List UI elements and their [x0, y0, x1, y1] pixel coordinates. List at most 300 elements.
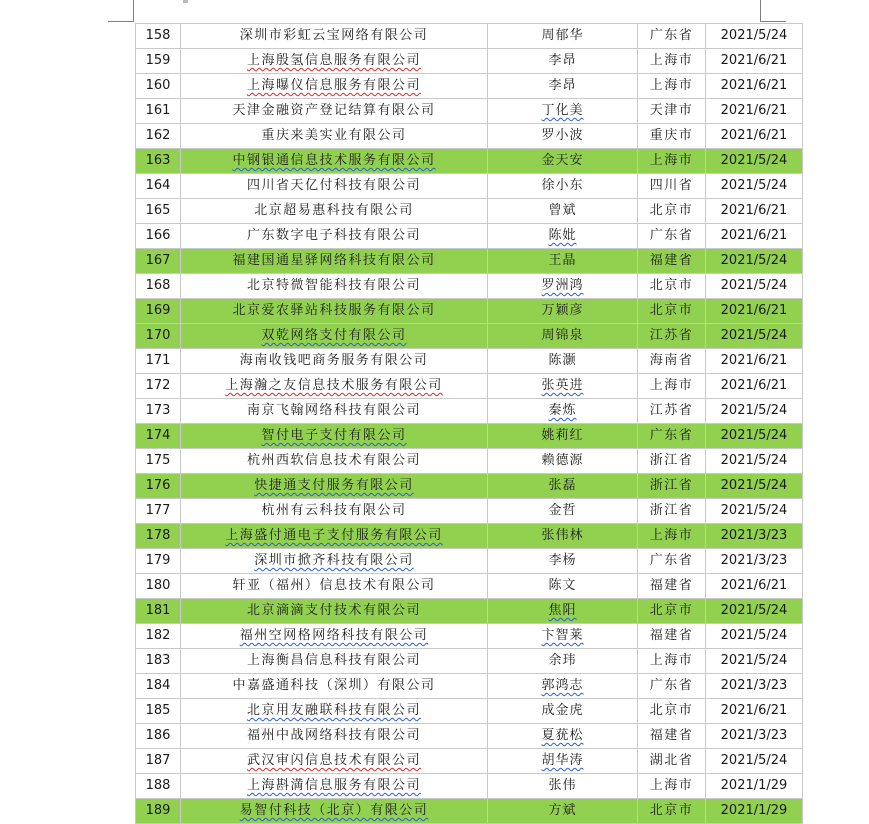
row-number-cell: [136, 749, 181, 774]
row-number-text: 175: [145, 453, 171, 468]
company-name-text: 上海瀚之友信息技术服务有限公司: [225, 378, 443, 393]
province-text: 北京市: [649, 303, 694, 318]
table-row: [136, 124, 803, 149]
province-cell: [638, 249, 706, 274]
province-cell: [638, 274, 706, 299]
contact-person-text: 李杨: [548, 553, 577, 568]
company-name-cell: [181, 699, 488, 724]
company-name-cell: [181, 524, 488, 549]
province-text: 江苏省: [649, 403, 694, 418]
province-text: 福建省: [649, 728, 694, 743]
date-text: 2021/5/24: [720, 178, 788, 193]
date-cell: [706, 549, 803, 574]
company-name-text: 杭州西软信息技术有限公司: [246, 453, 421, 468]
province-text: 江苏省: [649, 328, 694, 343]
table-row: [136, 599, 803, 624]
date-text: 2021/5/24: [720, 453, 788, 468]
contact-person-text: 金天安: [541, 153, 584, 168]
contact-person-text: 万颖彦: [541, 303, 584, 318]
row-number-text: 177: [145, 503, 171, 518]
company-name-cell: [181, 24, 488, 49]
row-number-cell: [136, 524, 181, 549]
contact-person-text: 周郁华: [541, 28, 584, 43]
row-number-text: 158: [145, 28, 171, 43]
row-number-cell: [136, 49, 181, 74]
contact-person-cell: [488, 649, 638, 674]
row-number-cell: [136, 549, 181, 574]
row-number-text: 176: [145, 478, 171, 493]
company-name-text: 四川省天亿付科技有限公司: [246, 178, 421, 193]
row-number-text: 185: [145, 703, 171, 718]
date-text: 2021/3/23: [720, 528, 788, 543]
company-name-cell: [181, 449, 488, 474]
contact-person-text: 陈灏: [548, 353, 577, 368]
company-name-text: 杭州有云科技有限公司: [261, 503, 407, 518]
crop-mark-top-right-vertical: [760, 0, 761, 22]
company-name-text: 快捷通支付服务有限公司: [254, 478, 414, 493]
table-row: [136, 99, 803, 124]
date-text: 2021/5/24: [720, 503, 788, 518]
table-row: [136, 224, 803, 249]
company-table: [135, 23, 803, 824]
province-cell: [638, 149, 706, 174]
table-row: [136, 374, 803, 399]
row-number-text: 188: [145, 778, 171, 793]
table-row: [136, 199, 803, 224]
row-number-text: 171: [145, 353, 171, 368]
contact-person-cell: [488, 524, 638, 549]
contact-person-cell: [488, 449, 638, 474]
company-name-cell: [181, 424, 488, 449]
company-name-text: 智付电子支付有限公司: [261, 428, 407, 443]
row-number-cell: [136, 774, 181, 799]
province-cell: [638, 674, 706, 699]
province-text: 北京市: [649, 803, 694, 818]
company-name-cell: [181, 199, 488, 224]
row-number-cell: [136, 274, 181, 299]
province-cell: [638, 724, 706, 749]
date-text: 2021/6/21: [720, 353, 788, 368]
company-name-cell: [181, 374, 488, 399]
contact-person-text: 成金虎: [541, 703, 584, 718]
table-row: [136, 399, 803, 424]
province-cell: [638, 374, 706, 399]
company-name-text: 福州中战网络科技有限公司: [246, 728, 421, 743]
row-number-cell: [136, 724, 181, 749]
date-text: 2021/5/24: [720, 603, 788, 618]
contact-person-cell: [488, 349, 638, 374]
date-text: 2021/5/24: [720, 253, 788, 268]
row-number-cell: [136, 599, 181, 624]
company-name-cell: [181, 574, 488, 599]
contact-person-cell: [488, 399, 638, 424]
crop-mark-top-left-horizontal: [108, 21, 134, 22]
date-text: 2021/3/23: [720, 728, 788, 743]
contact-person-text: 陈妣: [548, 228, 577, 243]
company-name-cell: [181, 124, 488, 149]
contact-person-cell: [488, 24, 638, 49]
company-table-body: [136, 24, 803, 824]
company-name-text: 上海殷氢信息服务有限公司: [246, 53, 421, 68]
province-text: 北京市: [649, 203, 694, 218]
row-number-cell: [136, 474, 181, 499]
row-number-cell: [136, 299, 181, 324]
province-text: 福建省: [649, 628, 694, 643]
company-name-text: 上海曝仪信息服务有限公司: [246, 78, 421, 93]
row-number-cell: [136, 124, 181, 149]
table-row: [136, 74, 803, 99]
row-number-text: 172: [145, 378, 171, 393]
province-cell: [638, 99, 706, 124]
crop-mark-top-right-horizontal: [760, 21, 786, 22]
contact-person-cell: [488, 74, 638, 99]
row-number-cell: [136, 249, 181, 274]
date-cell: [706, 749, 803, 774]
date-text: 2021/5/24: [720, 28, 788, 43]
contact-person-cell: [488, 549, 638, 574]
date-cell: [706, 599, 803, 624]
province-text: 福建省: [649, 253, 694, 268]
date-text: 2021/5/24: [720, 653, 788, 668]
table-row: [136, 474, 803, 499]
date-text: 2021/6/21: [720, 378, 788, 393]
company-name-text: 中钢银通信息技术服务有限公司: [232, 153, 436, 168]
row-number-cell: [136, 224, 181, 249]
company-name-text: 北京特微智能科技有限公司: [246, 278, 421, 293]
company-name-text: 福建国通星驿网络科技有限公司: [232, 253, 436, 268]
contact-person-text: 夏莸松: [541, 728, 584, 743]
company-name-cell: [181, 599, 488, 624]
company-name-cell: [181, 474, 488, 499]
province-cell: [638, 699, 706, 724]
date-cell: [706, 774, 803, 799]
row-number-cell: [136, 99, 181, 124]
company-name-text: 上海衡昌信息科技有限公司: [246, 653, 421, 668]
table-row: [136, 49, 803, 74]
province-cell: [638, 524, 706, 549]
table-row: [136, 524, 803, 549]
province-cell: [638, 399, 706, 424]
row-number-text: 183: [145, 653, 171, 668]
contact-person-cell: [488, 149, 638, 174]
contact-person-text: 王晶: [548, 253, 577, 268]
province-text: 浙江省: [649, 503, 694, 518]
company-name-text: 北京滴滴支付技术有限公司: [246, 603, 421, 618]
company-name-cell: [181, 274, 488, 299]
province-cell: [638, 549, 706, 574]
date-cell: [706, 249, 803, 274]
date-text: 2021/5/24: [720, 428, 788, 443]
province-text: 上海市: [649, 53, 694, 68]
row-number-text: 186: [145, 728, 171, 743]
contact-person-text: 罗洲鸿: [541, 278, 584, 293]
province-cell: [638, 624, 706, 649]
company-name-cell: [181, 624, 488, 649]
row-number-cell: [136, 374, 181, 399]
company-name-text: 上海斟満信息服务有限公司: [246, 778, 421, 793]
company-name-cell: [181, 674, 488, 699]
date-cell: [706, 499, 803, 524]
date-text: 2021/6/21: [720, 103, 788, 118]
contact-person-text: 罗小波: [541, 128, 584, 143]
contact-person-cell: [488, 324, 638, 349]
province-text: 上海市: [649, 378, 694, 393]
company-name-cell: [181, 149, 488, 174]
company-name-cell: [181, 174, 488, 199]
row-number-text: 180: [145, 578, 171, 593]
date-text: 2021/6/21: [720, 128, 788, 143]
contact-person-cell: [488, 499, 638, 524]
date-text: 2021/3/23: [720, 678, 788, 693]
row-number-text: 174: [145, 428, 171, 443]
company-name-cell: [181, 324, 488, 349]
province-cell: [638, 299, 706, 324]
date-cell: [706, 724, 803, 749]
province-cell: [638, 749, 706, 774]
province-text: 湖北省: [649, 753, 694, 768]
table-row: [136, 724, 803, 749]
date-text: 2021/5/24: [720, 628, 788, 643]
company-name-text: 海南收钱吧商务服务有限公司: [239, 353, 429, 368]
row-number-cell: [136, 349, 181, 374]
province-text: 上海市: [649, 653, 694, 668]
contact-person-cell: [488, 724, 638, 749]
date-text: 2021/5/24: [720, 753, 788, 768]
date-cell: [706, 224, 803, 249]
company-name-cell: [181, 399, 488, 424]
date-text: 2021/6/21: [720, 203, 788, 218]
date-text: 2021/5/24: [720, 328, 788, 343]
row-number-cell: [136, 449, 181, 474]
date-text: 2021/5/24: [720, 403, 788, 418]
table-row: [136, 174, 803, 199]
table-row: [136, 749, 803, 774]
table-row: [136, 149, 803, 174]
date-cell: [706, 399, 803, 424]
company-name-text: 南京飞翰网络科技有限公司: [246, 403, 421, 418]
contact-person-text: 胡华涛: [541, 753, 584, 768]
row-number-cell: [136, 174, 181, 199]
date-cell: [706, 49, 803, 74]
row-number-text: 162: [145, 128, 171, 143]
date-text: 2021/5/24: [720, 278, 788, 293]
date-cell: [706, 274, 803, 299]
row-number-text: 160: [145, 78, 171, 93]
contact-person-text: 李昂: [548, 53, 577, 68]
date-cell: [706, 324, 803, 349]
contact-person-cell: [488, 424, 638, 449]
row-number-text: 187: [145, 753, 171, 768]
date-cell: [706, 524, 803, 549]
row-number-cell: [136, 324, 181, 349]
province-cell: [638, 499, 706, 524]
table-row: [136, 649, 803, 674]
table-row: [136, 574, 803, 599]
contact-person-text: 姚莉红: [541, 428, 584, 443]
company-name-cell: [181, 299, 488, 324]
date-text: 2021/5/24: [720, 478, 788, 493]
province-cell: [638, 424, 706, 449]
row-number-cell: [136, 699, 181, 724]
contact-person-text: 赖德源: [541, 453, 584, 468]
province-cell: [638, 649, 706, 674]
company-name-text: 深圳市掀齐科技有限公司: [254, 553, 414, 568]
contact-person-text: 周锦泉: [541, 328, 584, 343]
row-number-text: 181: [145, 603, 171, 618]
row-number-text: 189: [145, 803, 171, 818]
table-row: [136, 699, 803, 724]
company-name-text: 北京用友融联科技有限公司: [246, 703, 421, 718]
table-row: [136, 624, 803, 649]
company-name-text: 深圳市彩虹云宝网络有限公司: [239, 28, 429, 43]
table-row: [136, 349, 803, 374]
date-cell: [706, 349, 803, 374]
row-number-text: 178: [145, 528, 171, 543]
company-name-text: 轩亚（福州）信息技术有限公司: [232, 578, 436, 593]
row-number-cell: [136, 24, 181, 49]
date-cell: [706, 199, 803, 224]
row-number-text: 166: [145, 228, 171, 243]
contact-person-cell: [488, 299, 638, 324]
row-number-text: 167: [145, 253, 171, 268]
row-number-cell: [136, 649, 181, 674]
date-cell: [706, 449, 803, 474]
date-cell: [706, 474, 803, 499]
province-text: 上海市: [649, 778, 694, 793]
province-text: 北京市: [649, 703, 694, 718]
contact-person-text: 徐小东: [541, 178, 584, 193]
province-cell: [638, 774, 706, 799]
contact-person-cell: [488, 174, 638, 199]
company-name-text: 福州空网格网络科技有限公司: [239, 628, 429, 643]
company-name-cell: [181, 649, 488, 674]
row-number-cell: [136, 199, 181, 224]
province-cell: [638, 49, 706, 74]
date-text: 2021/6/21: [720, 78, 788, 93]
date-cell: [706, 124, 803, 149]
company-name-cell: [181, 74, 488, 99]
province-text: 广东省: [649, 428, 694, 443]
province-text: 福建省: [649, 578, 694, 593]
company-name-cell: [181, 549, 488, 574]
province-text: 上海市: [649, 528, 694, 543]
province-cell: [638, 124, 706, 149]
province-text: 上海市: [649, 153, 694, 168]
province-cell: [638, 599, 706, 624]
contact-person-cell: [488, 99, 638, 124]
row-number-cell: [136, 624, 181, 649]
row-number-cell: [136, 499, 181, 524]
contact-person-cell: [488, 374, 638, 399]
row-number-cell: [136, 74, 181, 99]
date-cell: [706, 699, 803, 724]
company-name-text: 北京超易惠科技有限公司: [254, 203, 414, 218]
contact-person-text: 张伟林: [541, 528, 584, 543]
table-row: [136, 774, 803, 799]
contact-person-text: 余玮: [548, 653, 577, 668]
date-cell: [706, 674, 803, 699]
contact-person-text: 陈文: [548, 578, 577, 593]
date-text: 2021/5/24: [720, 153, 788, 168]
date-cell: [706, 99, 803, 124]
date-cell: [706, 649, 803, 674]
row-number-cell: [136, 149, 181, 174]
contact-person-text: 方斌: [548, 803, 577, 818]
province-text: 广东省: [649, 228, 694, 243]
date-cell: [706, 24, 803, 49]
contact-person-cell: [488, 674, 638, 699]
company-name-cell: [181, 349, 488, 374]
table-row: [136, 24, 803, 49]
date-text: 2021/3/23: [720, 553, 788, 568]
company-name-text: 中嘉盛通科技（深圳）有限公司: [232, 678, 436, 693]
company-name-text: 武汉审闪信息技术有限公司: [246, 753, 421, 768]
contact-person-cell: [488, 699, 638, 724]
table-row: [136, 274, 803, 299]
paragraph-anchor-mark: [183, 0, 188, 3]
row-number-cell: [136, 574, 181, 599]
date-cell: [706, 374, 803, 399]
row-number-cell: [136, 399, 181, 424]
date-text: 2021/1/29: [720, 778, 788, 793]
row-number-cell: [136, 424, 181, 449]
row-number-text: 173: [145, 403, 171, 418]
province-text: 北京市: [649, 603, 694, 618]
province-cell: [638, 199, 706, 224]
date-text: 2021/6/21: [720, 578, 788, 593]
contact-person-text: 焦阳: [548, 603, 577, 618]
row-number-text: 170: [145, 328, 171, 343]
contact-person-cell: [488, 124, 638, 149]
company-name-text: 北京爱农驿站科技服务有限公司: [232, 303, 436, 318]
contact-person-cell: [488, 224, 638, 249]
province-text: 上海市: [649, 78, 694, 93]
date-text: 2021/6/21: [720, 703, 788, 718]
row-number-text: 184: [145, 678, 171, 693]
date-cell: [706, 299, 803, 324]
table-row: [136, 449, 803, 474]
company-name-cell: [181, 99, 488, 124]
contact-person-text: 李昂: [548, 78, 577, 93]
company-name-text: 天津金融资产登记结算有限公司: [232, 103, 436, 118]
table-row: [136, 549, 803, 574]
date-cell: [706, 424, 803, 449]
row-number-text: 163: [145, 153, 171, 168]
province-text: 浙江省: [649, 453, 694, 468]
province-cell: [638, 574, 706, 599]
date-cell: [706, 74, 803, 99]
row-number-text: 179: [145, 553, 171, 568]
province-text: 北京市: [649, 278, 694, 293]
row-number-text: 165: [145, 203, 171, 218]
date-text: 2021/6/21: [720, 303, 788, 318]
contact-person-text: 张英进: [541, 378, 584, 393]
company-name-cell: [181, 249, 488, 274]
province-cell: [638, 224, 706, 249]
province-cell: [638, 449, 706, 474]
company-name-text: 广东数字电子科技有限公司: [246, 228, 421, 243]
company-name-cell: [181, 724, 488, 749]
contact-person-cell: [488, 474, 638, 499]
date-cell: [706, 149, 803, 174]
row-number-text: 168: [145, 278, 171, 293]
company-name-cell: [181, 774, 488, 799]
table-row: [136, 324, 803, 349]
province-cell: [638, 174, 706, 199]
province-cell: [638, 24, 706, 49]
company-name-cell: [181, 499, 488, 524]
contact-person-cell: [488, 274, 638, 299]
